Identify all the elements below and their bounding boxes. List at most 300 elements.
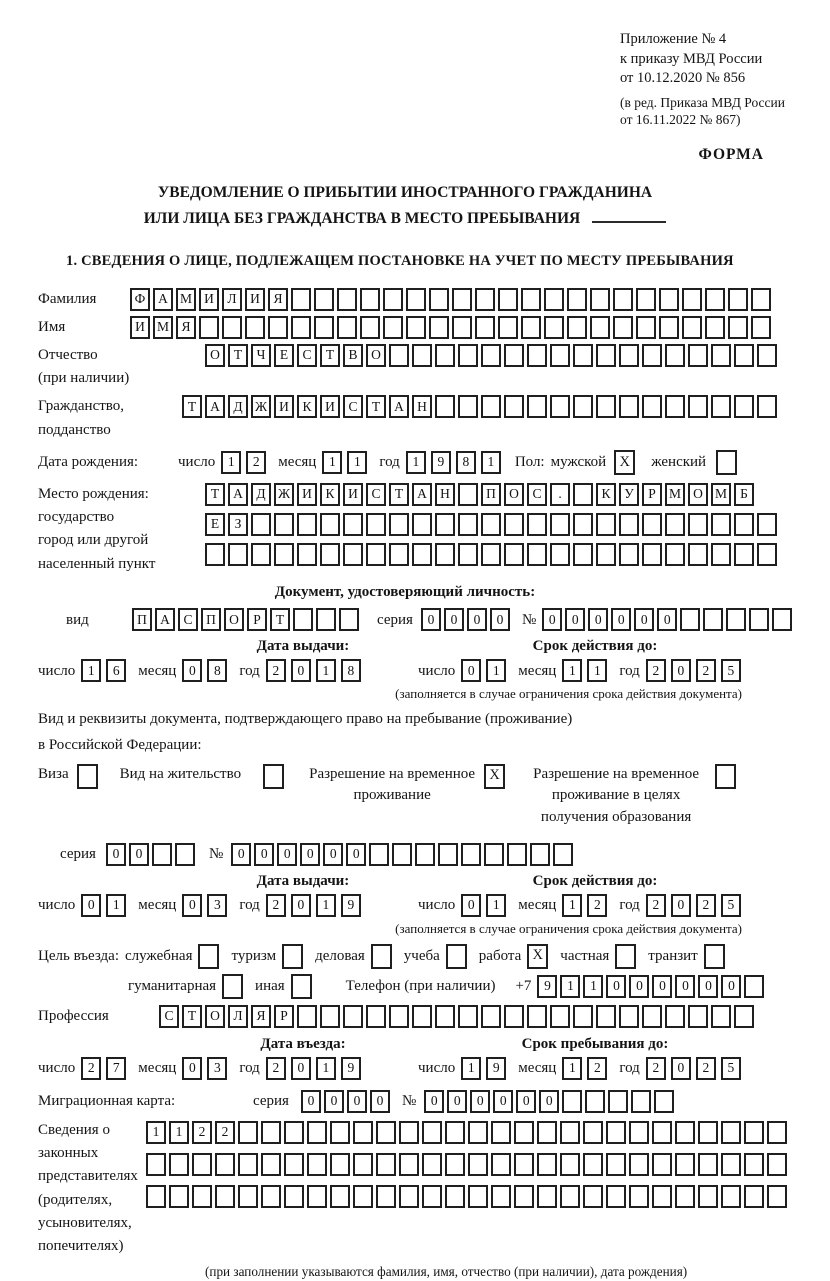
char-cell[interactable]: [608, 1090, 628, 1113]
char-cell[interactable]: [550, 1005, 570, 1028]
char-cell[interactable]: [705, 316, 725, 339]
char-cell[interactable]: [527, 395, 547, 418]
char-cell[interactable]: [175, 843, 195, 866]
char-cell[interactable]: 0: [301, 1090, 321, 1113]
char-cell[interactable]: Ф: [130, 288, 150, 311]
char-cell[interactable]: [293, 608, 313, 631]
char-cell[interactable]: [659, 316, 679, 339]
char-cell[interactable]: [337, 316, 357, 339]
char-cell[interactable]: 0: [652, 975, 672, 998]
char-cell[interactable]: 2: [266, 659, 286, 682]
char-cell[interactable]: [360, 316, 380, 339]
char-cell[interactable]: О: [205, 344, 225, 367]
char-cell[interactable]: [481, 1005, 501, 1028]
char-cell[interactable]: [330, 1121, 350, 1144]
char-cell[interactable]: [537, 1121, 557, 1144]
char-cell[interactable]: [360, 288, 380, 311]
char-cell[interactable]: [389, 513, 409, 536]
char-cell[interactable]: 1: [106, 894, 126, 917]
char-cell[interactable]: [491, 1153, 511, 1176]
char-cell[interactable]: Р: [274, 1005, 294, 1028]
char-cell[interactable]: [688, 395, 708, 418]
char-cell[interactable]: 0: [461, 894, 481, 917]
char-cell[interactable]: [767, 1185, 787, 1208]
char-cell[interactable]: [757, 344, 777, 367]
char-cell[interactable]: [553, 843, 573, 866]
char-cell[interactable]: К: [297, 395, 317, 418]
char-cell[interactable]: Л: [228, 1005, 248, 1028]
char-cell[interactable]: [642, 543, 662, 566]
char-cell[interactable]: 0: [347, 1090, 367, 1113]
char-cell[interactable]: 2: [266, 894, 286, 917]
char-cell[interactable]: [629, 1153, 649, 1176]
char-cell[interactable]: [169, 1185, 189, 1208]
char-cell[interactable]: [192, 1153, 212, 1176]
char-cell[interactable]: [734, 395, 754, 418]
char-cell[interactable]: [619, 513, 639, 536]
char-cell[interactable]: .: [550, 483, 570, 506]
char-cell[interactable]: 2: [192, 1121, 212, 1144]
char-cell[interactable]: [606, 1185, 626, 1208]
char-cell[interactable]: [389, 344, 409, 367]
char-cell[interactable]: 7: [106, 1057, 126, 1080]
char-cell[interactable]: [481, 513, 501, 536]
char-cell[interactable]: [642, 395, 662, 418]
char-cell[interactable]: 1: [481, 451, 501, 474]
char-cell[interactable]: [665, 543, 685, 566]
char-cell[interactable]: [498, 288, 518, 311]
char-cell[interactable]: [573, 344, 593, 367]
char-cell[interactable]: [366, 1005, 386, 1028]
temp-residence-option[interactable]: [308, 764, 505, 808]
char-cell[interactable]: [726, 608, 746, 631]
purpose-tourism-checkbox[interactable]: [282, 944, 303, 969]
char-cell[interactable]: 0: [106, 843, 126, 866]
char-cell[interactable]: [573, 1005, 593, 1028]
char-cell[interactable]: [629, 1185, 649, 1208]
char-cell[interactable]: О: [504, 483, 524, 506]
char-cell[interactable]: [596, 513, 616, 536]
char-cell[interactable]: С: [159, 1005, 179, 1028]
char-cell[interactable]: [573, 543, 593, 566]
char-cell[interactable]: [698, 1185, 718, 1208]
char-cell[interactable]: [544, 288, 564, 311]
char-cell[interactable]: 0: [254, 843, 274, 866]
char-cell[interactable]: 2: [696, 894, 716, 917]
char-cell[interactable]: [392, 843, 412, 866]
char-cell[interactable]: 0: [129, 843, 149, 866]
char-cell[interactable]: [744, 1121, 764, 1144]
char-cell[interactable]: Т: [320, 344, 340, 367]
char-cell[interactable]: [458, 543, 478, 566]
char-cell[interactable]: [544, 316, 564, 339]
char-cell[interactable]: [484, 843, 504, 866]
char-cell[interactable]: 1: [486, 894, 506, 917]
char-cell[interactable]: [274, 513, 294, 536]
char-cell[interactable]: [550, 543, 570, 566]
char-cell[interactable]: С: [366, 483, 386, 506]
char-cell[interactable]: [767, 1153, 787, 1176]
char-cell[interactable]: И: [199, 288, 219, 311]
char-cell[interactable]: [320, 1005, 340, 1028]
char-cell[interactable]: 9: [431, 451, 451, 474]
char-cell[interactable]: [316, 608, 336, 631]
char-cell[interactable]: 0: [588, 608, 608, 631]
char-cell[interactable]: 0: [634, 608, 654, 631]
char-cell[interactable]: [590, 316, 610, 339]
char-cell[interactable]: [711, 513, 731, 536]
char-cell[interactable]: 1: [316, 894, 336, 917]
char-cell[interactable]: М: [153, 316, 173, 339]
char-cell[interactable]: [343, 543, 363, 566]
char-cell[interactable]: С: [178, 608, 198, 631]
char-cell[interactable]: [567, 316, 587, 339]
char-cell[interactable]: [215, 1153, 235, 1176]
char-cell[interactable]: [521, 288, 541, 311]
char-cell[interactable]: Т: [228, 344, 248, 367]
char-cell[interactable]: [366, 543, 386, 566]
char-cell[interactable]: [452, 288, 472, 311]
char-cell[interactable]: [711, 543, 731, 566]
char-cell[interactable]: 5: [721, 659, 741, 682]
purpose-work-checkbox[interactable]: X: [527, 944, 548, 969]
char-cell[interactable]: [238, 1121, 258, 1144]
char-cell[interactable]: [422, 1121, 442, 1144]
char-cell[interactable]: [491, 1185, 511, 1208]
char-cell[interactable]: [261, 1121, 281, 1144]
char-cell[interactable]: [238, 1185, 258, 1208]
char-cell[interactable]: [192, 1185, 212, 1208]
char-cell[interactable]: [744, 1153, 764, 1176]
char-cell[interactable]: [406, 316, 426, 339]
char-cell[interactable]: 0: [698, 975, 718, 998]
char-cell[interactable]: [399, 1153, 419, 1176]
char-cell[interactable]: [504, 395, 524, 418]
char-cell[interactable]: [445, 1121, 465, 1144]
char-cell[interactable]: [619, 395, 639, 418]
char-cell[interactable]: [757, 395, 777, 418]
char-cell[interactable]: 0: [300, 843, 320, 866]
char-cell[interactable]: [682, 288, 702, 311]
char-cell[interactable]: [284, 1153, 304, 1176]
char-cell[interactable]: [688, 1005, 708, 1028]
sex-male-checkbox[interactable]: X: [614, 450, 635, 475]
char-cell[interactable]: [199, 316, 219, 339]
char-cell[interactable]: Ж: [274, 483, 294, 506]
char-cell[interactable]: [642, 344, 662, 367]
char-cell[interactable]: [504, 513, 524, 536]
char-cell[interactable]: [728, 288, 748, 311]
char-cell[interactable]: К: [596, 483, 616, 506]
char-cell[interactable]: Т: [366, 395, 386, 418]
char-cell[interactable]: А: [205, 395, 225, 418]
char-cell[interactable]: 0: [447, 1090, 467, 1113]
char-cell[interactable]: [297, 543, 317, 566]
char-cell[interactable]: [583, 1121, 603, 1144]
char-cell[interactable]: 2: [696, 1057, 716, 1080]
char-cell[interactable]: [631, 1090, 651, 1113]
char-cell[interactable]: [619, 344, 639, 367]
char-cell[interactable]: [468, 1121, 488, 1144]
char-cell[interactable]: Б: [734, 483, 754, 506]
char-cell[interactable]: [636, 316, 656, 339]
char-cell[interactable]: [567, 288, 587, 311]
char-cell[interactable]: [169, 1153, 189, 1176]
char-cell[interactable]: 0: [721, 975, 741, 998]
char-cell[interactable]: 1: [169, 1121, 189, 1144]
char-cell[interactable]: [314, 316, 334, 339]
char-cell[interactable]: И: [320, 395, 340, 418]
char-cell[interactable]: А: [153, 288, 173, 311]
char-cell[interactable]: 0: [671, 1057, 691, 1080]
char-cell[interactable]: 0: [231, 843, 251, 866]
char-cell[interactable]: [320, 513, 340, 536]
char-cell[interactable]: 2: [215, 1121, 235, 1144]
char-cell[interactable]: 2: [587, 894, 607, 917]
purpose-official-checkbox[interactable]: [198, 944, 219, 969]
char-cell[interactable]: [619, 543, 639, 566]
char-cell[interactable]: С: [297, 344, 317, 367]
char-cell[interactable]: [475, 288, 495, 311]
char-cell[interactable]: [215, 1185, 235, 1208]
char-cell[interactable]: [452, 316, 472, 339]
char-cell[interactable]: [665, 513, 685, 536]
char-cell[interactable]: 0: [539, 1090, 559, 1113]
char-cell[interactable]: 2: [81, 1057, 101, 1080]
char-cell[interactable]: [498, 316, 518, 339]
char-cell[interactable]: 0: [493, 1090, 513, 1113]
char-cell[interactable]: Р: [642, 483, 662, 506]
char-cell[interactable]: 0: [444, 608, 464, 631]
char-cell[interactable]: О: [205, 1005, 225, 1028]
temp-residence-edu-checkbox[interactable]: [715, 764, 736, 789]
char-cell[interactable]: П: [481, 483, 501, 506]
char-cell[interactable]: [458, 1005, 478, 1028]
char-cell[interactable]: Ж: [251, 395, 271, 418]
char-cell[interactable]: [297, 513, 317, 536]
char-cell[interactable]: П: [201, 608, 221, 631]
char-cell[interactable]: И: [343, 483, 363, 506]
char-cell[interactable]: [369, 843, 389, 866]
char-cell[interactable]: [284, 1185, 304, 1208]
char-cell[interactable]: М: [176, 288, 196, 311]
char-cell[interactable]: [205, 543, 225, 566]
char-cell[interactable]: 0: [291, 1057, 311, 1080]
char-cell[interactable]: 0: [671, 659, 691, 682]
char-cell[interactable]: 5: [721, 1057, 741, 1080]
char-cell[interactable]: [261, 1153, 281, 1176]
char-cell[interactable]: [458, 483, 478, 506]
char-cell[interactable]: [619, 1005, 639, 1028]
char-cell[interactable]: [652, 1185, 672, 1208]
temp-residence-checkbox[interactable]: X: [484, 764, 505, 789]
char-cell[interactable]: [665, 344, 685, 367]
char-cell[interactable]: Я: [268, 288, 288, 311]
char-cell[interactable]: [757, 513, 777, 536]
char-cell[interactable]: Р: [247, 608, 267, 631]
char-cell[interactable]: [527, 513, 547, 536]
visa-checkbox[interactable]: [77, 764, 98, 789]
char-cell[interactable]: [711, 395, 731, 418]
char-cell[interactable]: [527, 543, 547, 566]
char-cell[interactable]: 1: [81, 659, 101, 682]
char-cell[interactable]: [481, 543, 501, 566]
char-cell[interactable]: [550, 395, 570, 418]
char-cell[interactable]: [435, 543, 455, 566]
char-cell[interactable]: 8: [341, 659, 361, 682]
char-cell[interactable]: 9: [486, 1057, 506, 1080]
char-cell[interactable]: [146, 1153, 166, 1176]
char-cell[interactable]: [573, 395, 593, 418]
char-cell[interactable]: Л: [222, 288, 242, 311]
char-cell[interactable]: 2: [587, 1057, 607, 1080]
char-cell[interactable]: [228, 543, 248, 566]
char-cell[interactable]: [268, 316, 288, 339]
char-cell[interactable]: [698, 1121, 718, 1144]
char-cell[interactable]: А: [389, 395, 409, 418]
char-cell[interactable]: [573, 513, 593, 536]
char-cell[interactable]: И: [274, 395, 294, 418]
char-cell[interactable]: 1: [461, 1057, 481, 1080]
char-cell[interactable]: [665, 1005, 685, 1028]
char-cell[interactable]: [422, 1153, 442, 1176]
char-cell[interactable]: Д: [251, 483, 271, 506]
char-cell[interactable]: [389, 543, 409, 566]
char-cell[interactable]: М: [711, 483, 731, 506]
char-cell[interactable]: З: [228, 513, 248, 536]
char-cell[interactable]: [435, 513, 455, 536]
char-cell[interactable]: [642, 1005, 662, 1028]
char-cell[interactable]: [606, 1153, 626, 1176]
char-cell[interactable]: 9: [341, 1057, 361, 1080]
char-cell[interactable]: [337, 288, 357, 311]
char-cell[interactable]: 0: [291, 894, 311, 917]
char-cell[interactable]: [757, 543, 777, 566]
char-cell[interactable]: [383, 316, 403, 339]
residence-permit-checkbox[interactable]: [263, 764, 284, 789]
char-cell[interactable]: [606, 1121, 626, 1144]
char-cell[interactable]: [527, 1005, 547, 1028]
char-cell[interactable]: 0: [565, 608, 585, 631]
char-cell[interactable]: [772, 608, 792, 631]
char-cell[interactable]: 2: [646, 659, 666, 682]
char-cell[interactable]: [445, 1185, 465, 1208]
char-cell[interactable]: Т: [270, 608, 290, 631]
char-cell[interactable]: 0: [346, 843, 366, 866]
char-cell[interactable]: [767, 1121, 787, 1144]
char-cell[interactable]: Т: [182, 395, 202, 418]
char-cell[interactable]: [412, 543, 432, 566]
char-cell[interactable]: [507, 843, 527, 866]
char-cell[interactable]: [481, 395, 501, 418]
char-cell[interactable]: 0: [370, 1090, 390, 1113]
char-cell[interactable]: 1: [583, 975, 603, 998]
char-cell[interactable]: [343, 1005, 363, 1028]
char-cell[interactable]: [504, 1005, 524, 1028]
char-cell[interactable]: И: [245, 288, 265, 311]
char-cell[interactable]: 1: [560, 975, 580, 998]
char-cell[interactable]: 1: [562, 894, 582, 917]
char-cell[interactable]: 0: [291, 659, 311, 682]
char-cell[interactable]: [688, 513, 708, 536]
purpose-private-checkbox[interactable]: [615, 944, 636, 969]
char-cell[interactable]: [527, 344, 547, 367]
char-cell[interactable]: [521, 316, 541, 339]
char-cell[interactable]: А: [412, 483, 432, 506]
char-cell[interactable]: [245, 316, 265, 339]
char-cell[interactable]: [596, 1005, 616, 1028]
char-cell[interactable]: [550, 344, 570, 367]
char-cell[interactable]: О: [688, 483, 708, 506]
char-cell[interactable]: Т: [205, 483, 225, 506]
char-cell[interactable]: [146, 1185, 166, 1208]
char-cell[interactable]: 0: [277, 843, 297, 866]
char-cell[interactable]: [680, 608, 700, 631]
char-cell[interactable]: [366, 513, 386, 536]
char-cell[interactable]: [152, 843, 172, 866]
char-cell[interactable]: [711, 1005, 731, 1028]
char-cell[interactable]: [307, 1153, 327, 1176]
char-cell[interactable]: [504, 344, 524, 367]
char-cell[interactable]: [642, 513, 662, 536]
char-cell[interactable]: [749, 608, 769, 631]
char-cell[interactable]: [353, 1121, 373, 1144]
temp-residence-edu-option[interactable]: [525, 764, 736, 829]
char-cell[interactable]: 0: [606, 975, 626, 998]
char-cell[interactable]: [514, 1121, 534, 1144]
char-cell[interactable]: [728, 316, 748, 339]
char-cell[interactable]: [353, 1185, 373, 1208]
purpose-humanitarian-checkbox[interactable]: [222, 974, 243, 999]
char-cell[interactable]: [284, 1121, 304, 1144]
purpose-study-checkbox[interactable]: [446, 944, 467, 969]
char-cell[interactable]: [659, 288, 679, 311]
char-cell[interactable]: [585, 1090, 605, 1113]
char-cell[interactable]: [688, 543, 708, 566]
char-cell[interactable]: 2: [646, 894, 666, 917]
char-cell[interactable]: [399, 1185, 419, 1208]
residence-permit-option[interactable]: [120, 764, 284, 789]
char-cell[interactable]: [675, 1185, 695, 1208]
char-cell[interactable]: [537, 1153, 557, 1176]
char-cell[interactable]: [596, 344, 616, 367]
char-cell[interactable]: [703, 608, 723, 631]
char-cell[interactable]: [406, 288, 426, 311]
char-cell[interactable]: [629, 1121, 649, 1144]
char-cell[interactable]: [435, 344, 455, 367]
char-cell[interactable]: 0: [421, 608, 441, 631]
char-cell[interactable]: [562, 1090, 582, 1113]
char-cell[interactable]: Н: [412, 395, 432, 418]
char-cell[interactable]: С: [527, 483, 547, 506]
char-cell[interactable]: 6: [106, 659, 126, 682]
char-cell[interactable]: 0: [81, 894, 101, 917]
char-cell[interactable]: И: [297, 483, 317, 506]
purpose-business-checkbox[interactable]: [371, 944, 392, 969]
char-cell[interactable]: [744, 975, 764, 998]
char-cell[interactable]: 1: [587, 659, 607, 682]
char-cell[interactable]: К: [320, 483, 340, 506]
char-cell[interactable]: И: [130, 316, 150, 339]
char-cell[interactable]: Т: [182, 1005, 202, 1028]
char-cell[interactable]: [613, 288, 633, 311]
char-cell[interactable]: [734, 543, 754, 566]
char-cell[interactable]: 0: [461, 659, 481, 682]
char-cell[interactable]: [445, 1153, 465, 1176]
char-cell[interactable]: [550, 513, 570, 536]
char-cell[interactable]: [734, 344, 754, 367]
char-cell[interactable]: [560, 1153, 580, 1176]
